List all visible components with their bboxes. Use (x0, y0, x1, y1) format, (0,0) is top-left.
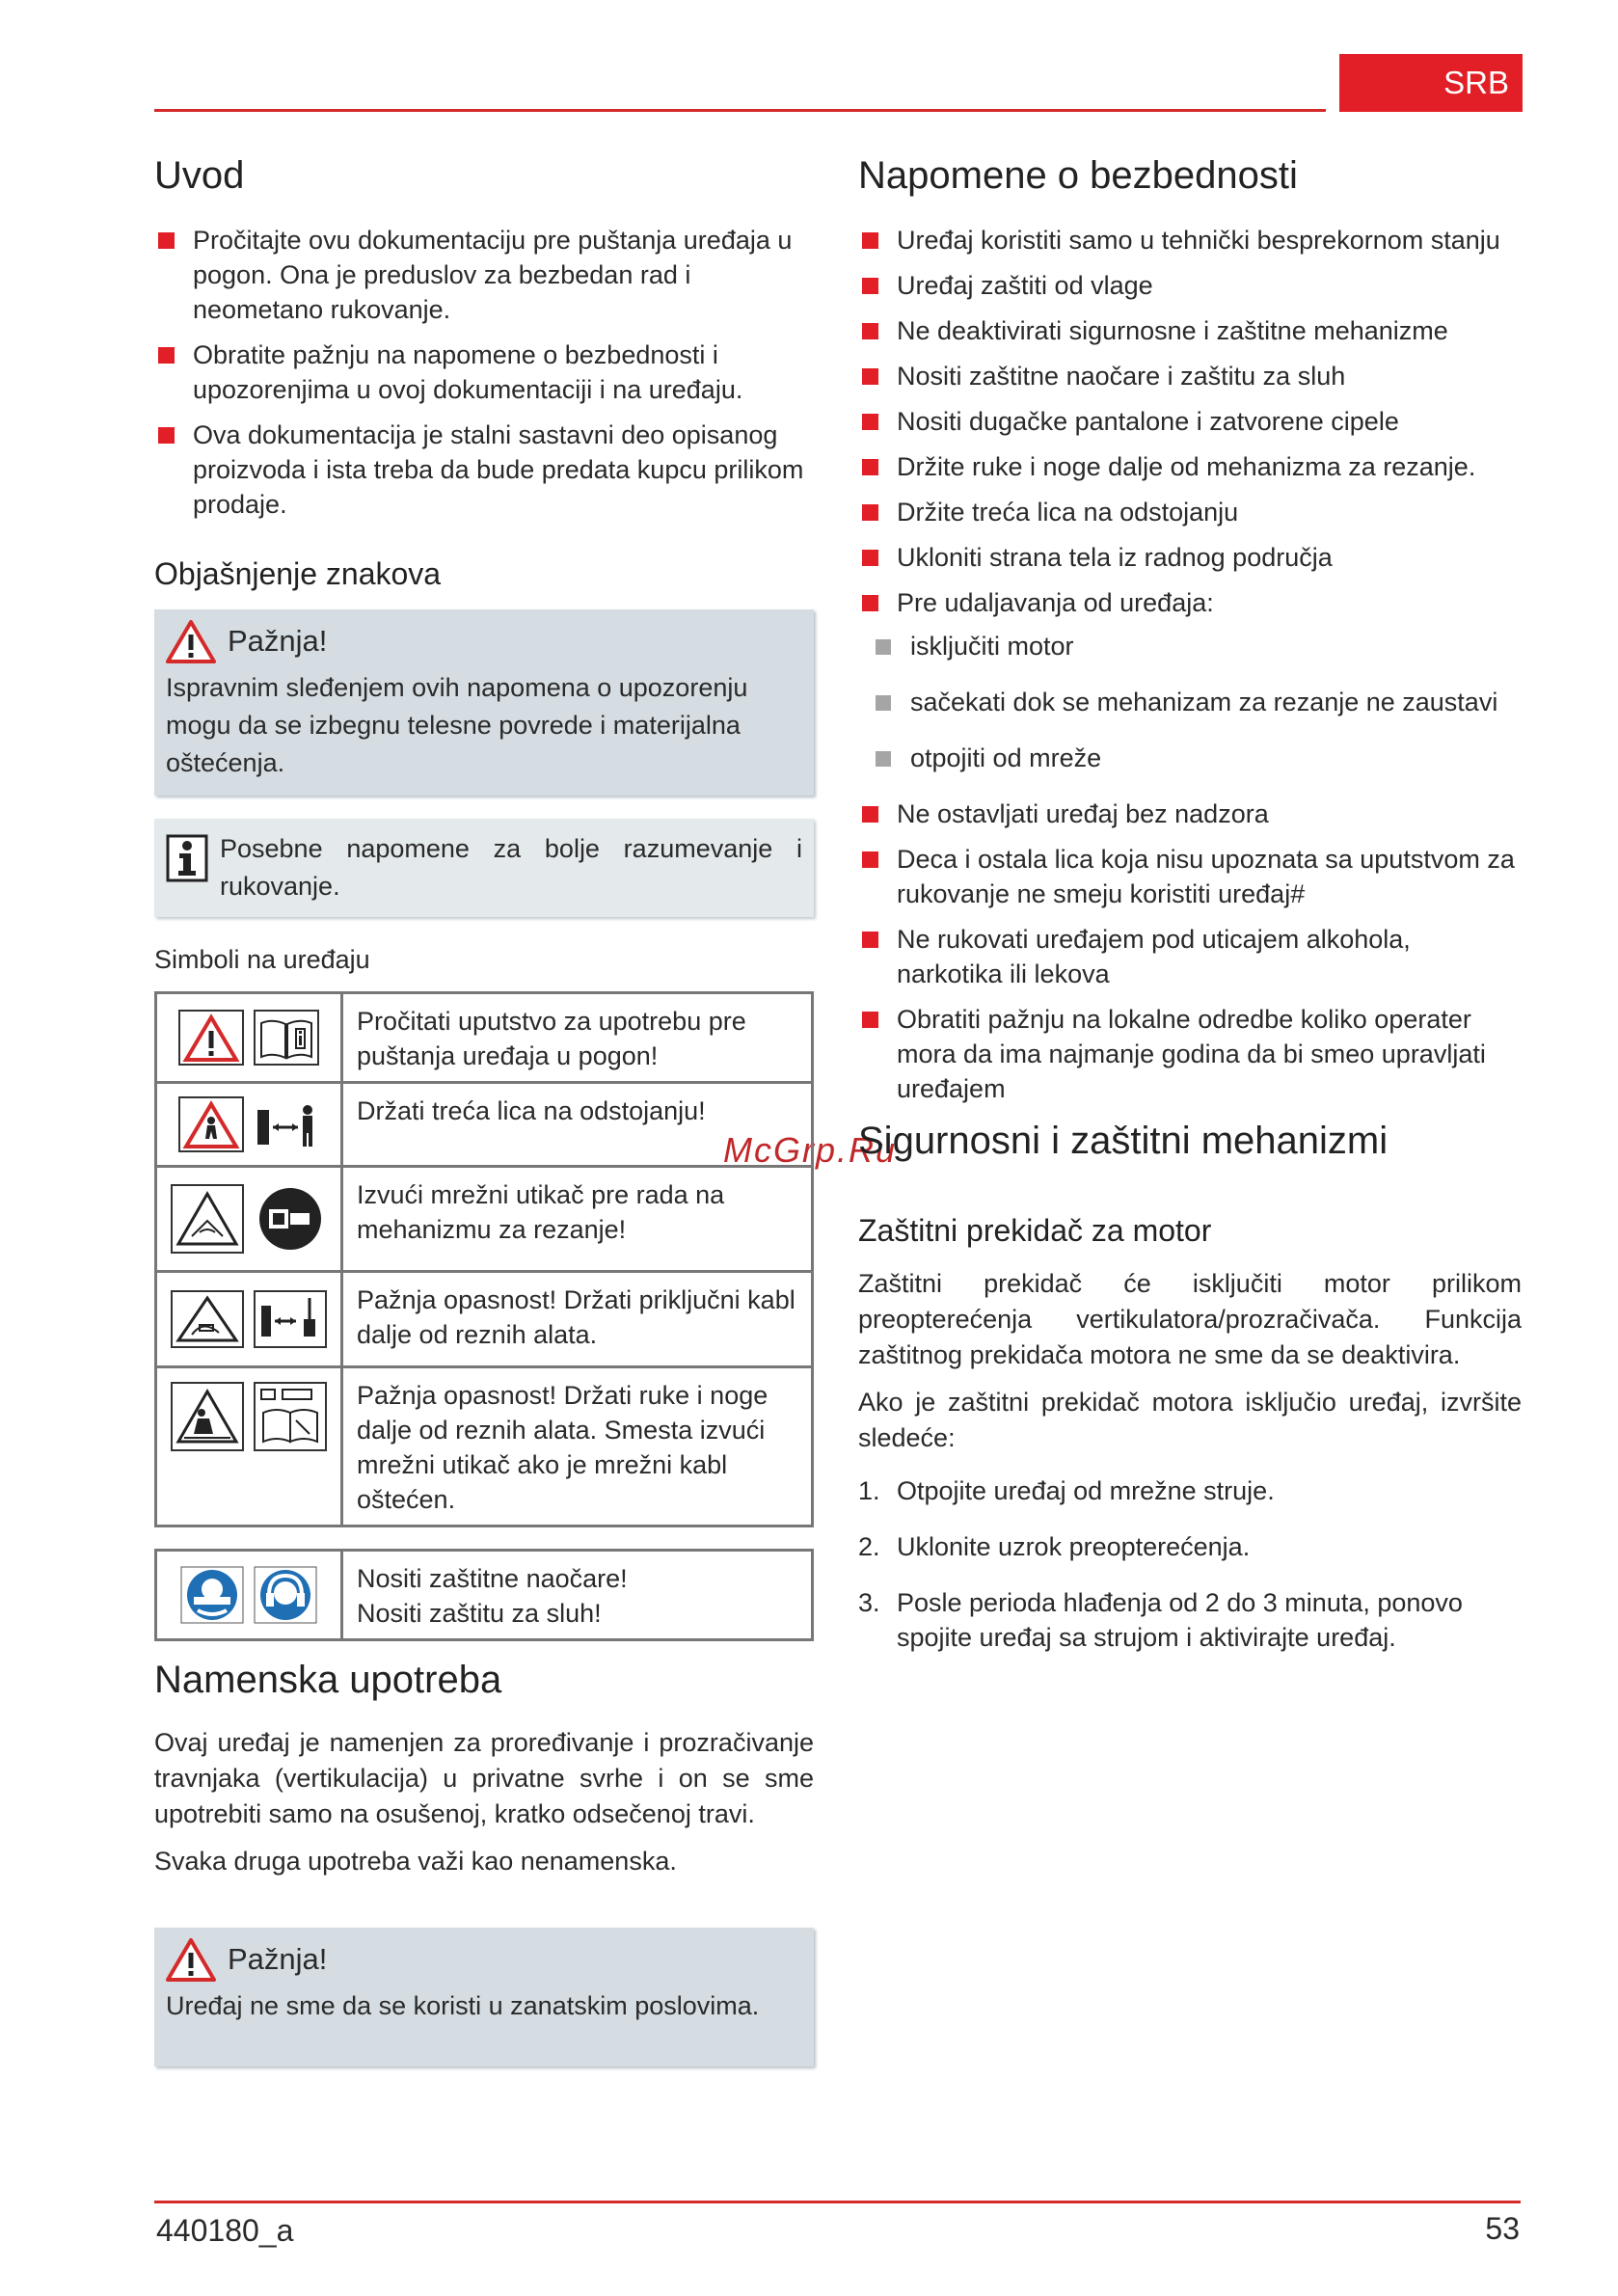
list-item: Držite treća lica na odstojanju (858, 495, 1522, 529)
mehanizmi-paragraph-2: Ako je zaštitni prekidač motora isključio uređaj, izvršite sledeće: (858, 1388, 1522, 1452)
sub-list-item: sačekati dok se mehanizam za rezanje ne zaustavi (874, 685, 1522, 719)
step-item (858, 1529, 1522, 1564)
cable-distance-icon (254, 1290, 327, 1348)
step-number: 3. (858, 1588, 880, 1617)
sub-list-item: otpojiti od mreže (874, 741, 1522, 775)
list-item: Pročitajte ovu dokumentaciju pre puštanja uređaja u pogon. Ona je preduslov za bezbedan rad i neometano rukovanje. (154, 223, 814, 327)
eye-protection-icon (180, 1566, 244, 1624)
symbol-text: Držati treća lica na odstojanju! (342, 1083, 813, 1167)
damaged-cable-manual-icon (254, 1382, 327, 1451)
step-text: Posle perioda hlađenja od 2 do 3 minuta, ponovo spojite uređaj sa strujom i aktivirajte uređaj. (897, 1588, 1463, 1652)
warning-text: Uređaj ne sme da se koristi u zanatskim poslovima. (166, 1991, 760, 2020)
section-title-uvod: Uvod (154, 154, 245, 197)
sub-list-item: isključiti motor (874, 629, 1522, 663)
unplug-mandatory-icon (254, 1184, 327, 1254)
language-tab: SRB (1339, 54, 1523, 112)
section-title-mehanizmi: Sigurnosni i zaštitni mehanizmi (858, 1120, 1389, 1162)
table-row (156, 1367, 813, 1526)
hands-feet-warning-icon (171, 1382, 244, 1451)
list-item: Ne deaktivirati sigurnosne i zaštitne mehanizme (858, 313, 1522, 348)
info-box (154, 819, 814, 917)
warning-head (166, 1937, 802, 1982)
warning-title: Pažnja! (228, 624, 328, 658)
left-column (154, 154, 814, 2090)
list-item: Uređaj zaštiti od vlage (858, 268, 1522, 303)
warning-box (154, 1928, 814, 2066)
safety-list (858, 223, 1522, 620)
footer-page-number: 53 (1485, 2211, 1520, 2246)
info-text: Posebne napomene za bolje razumevanje i rukovanje. (220, 834, 802, 901)
ppe-line-hearing: Nositi zaštitu za sluh! (357, 1599, 602, 1628)
blade-warning-icon (171, 1184, 244, 1254)
step-item (858, 1585, 1522, 1655)
symbols-table (154, 991, 814, 1527)
watermark: McGrp.Ru (723, 1130, 898, 1170)
table-row (156, 993, 813, 1083)
section-title-namenska: Namenska upotreba (154, 1659, 502, 1701)
safety-list-continued (858, 797, 1522, 1106)
table-row (156, 1272, 813, 1367)
ppe-line-goggles: Nositi zaštitne naočare! (357, 1564, 628, 1593)
ppe-table (154, 1549, 814, 1641)
uvod-list (154, 223, 814, 522)
list-item: Deca i ostala lica koja nisu upoznata sa uputstvom za rukovanje ne smeju koristiti uređaj# (858, 842, 1522, 911)
list-item: Uređaj koristiti samo u tehnički besprekornom stanju (858, 223, 1522, 257)
ppe-text (342, 1551, 813, 1640)
list-item: Obratiti pažnju na lokalne odredbe koliko operater mora da ima najmanje godina da bi smeo upravljati uređajem (858, 1002, 1522, 1106)
info-icon (166, 834, 208, 882)
list-item: Ova dokumentacija je stalni sastavni deo opisanog proizvoda i ista treba da bude predata kupcu prilikom prodaje. (154, 418, 814, 522)
symbol-text: Pročitati uputstvo za upotrebu pre puštanja uređaja u pogon! (342, 993, 813, 1083)
list-item: Ukloniti strana tela iz radnog područja (858, 540, 1522, 575)
list-item: Nositi zaštitne naočare i zaštitu za sluh (858, 359, 1522, 393)
safety-sublist (874, 629, 1522, 775)
namenska-paragraph-2: Svaka druga upotreba važi kao nenamenska. (154, 1847, 677, 1876)
symbol-icons (156, 1167, 342, 1272)
symbols-title: Simboli na uređaju (154, 945, 370, 974)
warning-triangle-icon (166, 619, 216, 663)
list-item: Držite ruke i noge dalje od mehanizma za rezanje. (858, 449, 1522, 484)
list-item: Ne rukovati uređajem pod uticajem alkohola, narkotika ili lekova (858, 922, 1522, 991)
list-item: Nositi dugačke pantalone i zatvorene cipele (858, 404, 1522, 439)
list-item: Pre udaljavanja od uređaja: (858, 585, 1522, 620)
section-title-napomene: Napomene o bezbednosti (858, 154, 1298, 197)
list-item: Obratite pažnju na napomene o bezbednosti i upozorenjima u ovoj dokumentaciji i na uređaju. (154, 338, 814, 407)
symbol-icons (156, 993, 342, 1083)
ear-protection-icon (254, 1566, 317, 1624)
footer-doc-id: 440180_a (156, 2213, 294, 2248)
step-text: Uklonite uzrok preopterećenja. (897, 1532, 1251, 1561)
table-row (156, 1083, 813, 1167)
bystander-warning-icon (178, 1096, 244, 1152)
manual-book-icon (254, 1010, 319, 1066)
warning-box (154, 609, 814, 796)
warning-text: Ispravnim sleđenjem ovih napomena o upozorenju mogu da se izbegnu telesne povrede i materijalna oštećenja. (166, 673, 748, 777)
right-column (858, 154, 1522, 1676)
list-item: Ne ostavljati uređaj bez nadzora (858, 797, 1522, 831)
warning-icon (178, 1010, 244, 1066)
table-row (156, 1167, 813, 1272)
step-number: 1. (858, 1476, 880, 1505)
warning-title: Pažnja! (228, 1942, 328, 1976)
warning-head (166, 619, 802, 663)
warning-triangle-icon (166, 1937, 216, 1982)
namenska-paragraph-1: Ovaj uređaj je namenjen za proređivanje i prozračivanje travnjaka (vertikulacija) u privatne svrhe i on se sme upotrebiti samo na osušenoj, kratko odsečenoj travi. (154, 1728, 814, 1828)
cable-warning-icon (171, 1290, 244, 1348)
top-rule (154, 109, 1326, 112)
keep-distance-icon (254, 1096, 319, 1152)
step-item (858, 1473, 1522, 1508)
symbol-icons (156, 1083, 342, 1167)
table-row (156, 1551, 813, 1640)
step-text: Otpojite uređaj od mrežne struje. (897, 1476, 1275, 1505)
step-number: 2. (858, 1532, 880, 1561)
subsection-title-prekidac: Zaštitni prekidač za motor (858, 1213, 1212, 1248)
mehanizmi-paragraph-1: Zaštitni prekidač će isključiti motor prilikom preopterećenja vertikulatora/prozračivača. Funkcija zaštitnog prekidača motora ne sme da se deaktivira. (858, 1269, 1522, 1369)
symbol-text: Pažnja opasnost! Držati ruke i noge dalje od reznih alata. Smesta izvući mrežni utikač ako je mrežni kabl oštećen. (342, 1367, 813, 1526)
steps-list (858, 1473, 1522, 1655)
symbol-icons (156, 1272, 342, 1367)
section-title-znakovi: Objašnjenje znakova (154, 556, 442, 591)
symbol-text: Pažnja opasnost! Držati priključni kabl dalje od reznih alata. (342, 1272, 813, 1367)
ppe-icons (156, 1551, 342, 1640)
symbol-text: Izvući mrežni utikač pre rada na mehanizmu za rezanje! (342, 1167, 813, 1272)
bottom-rule (154, 2201, 1521, 2203)
symbol-icons (156, 1367, 342, 1526)
